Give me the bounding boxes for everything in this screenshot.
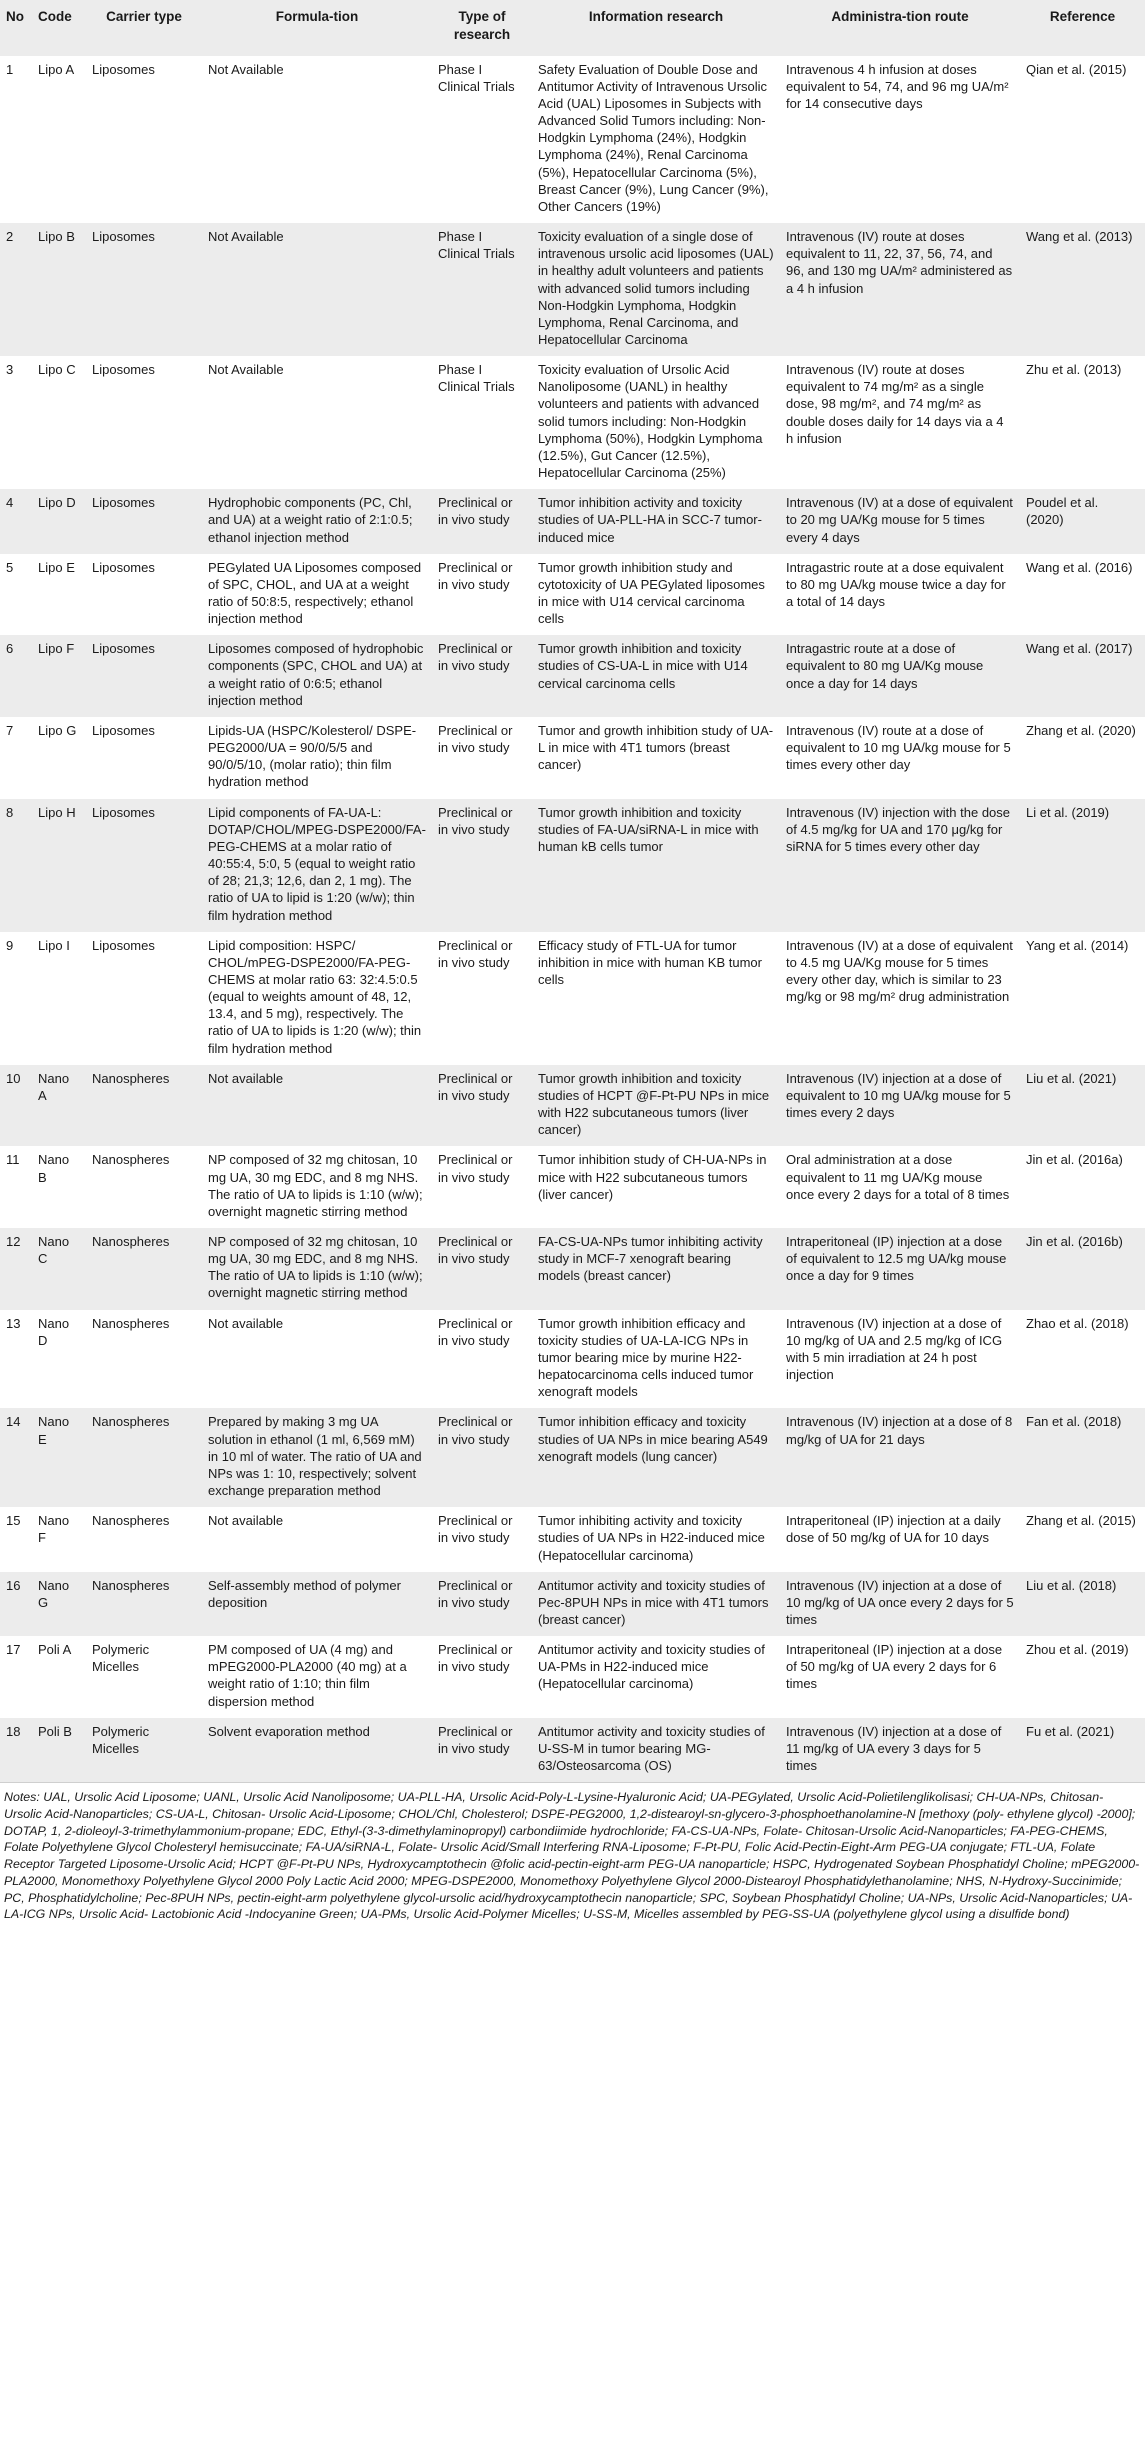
- cell-no: 8: [0, 799, 32, 932]
- cell-reference: Jin et al. (2016b): [1020, 1228, 1145, 1310]
- table-row: [0, 1065, 1145, 1147]
- cell-formulation: Not Available: [208, 362, 284, 378]
- cell-no: 11: [6, 1152, 20, 1168]
- cell-code: Lipo G: [38, 722, 77, 738]
- cell-code: Lipo D: [32, 489, 86, 553]
- cell-code: Poli A: [38, 1642, 72, 1658]
- cell-carrier: Liposomes: [92, 61, 155, 77]
- cell-route: Intragastric route at a dose equivalent to 80 mg UA/kg mouse twice a day for a total of 14 days: [786, 559, 1006, 609]
- cell-info: Antitumor activity and toxicity studies of U-SS-M in tumor bearing MG-63/Osteosarcoma (OS): [532, 1718, 780, 1782]
- cell-reference: Liu et al. (2021): [1020, 1065, 1145, 1147]
- cell-route: Intravenous (IV) route at doses equivalent to 74 mg/m² as a single dose, 98 mg/m², and 74 mg/m² as double doses daily for 14 days via a 4 h infusion: [786, 362, 1004, 446]
- cell-no: 2: [0, 223, 32, 356]
- cell-type: Preclinical or in vivo study: [432, 799, 532, 932]
- cell-info: Tumor growth inhibition study and cytotoxicity of UA PEGylated liposomes in mice with U14 cervical carcinoma cells: [538, 559, 765, 627]
- table-row: [0, 1636, 1145, 1718]
- cell-code: Lipo F: [32, 635, 86, 717]
- cell-route: Intravenous (IV) injection at a dose of 10 mg/kg of UA once every 2 days for 5 times: [780, 1572, 1020, 1636]
- cell-formulation: Not Available: [208, 61, 284, 77]
- table-row: [0, 932, 1145, 1065]
- cell-formulation: Solvent evaporation method: [202, 1718, 432, 1782]
- table-row: [0, 1146, 1145, 1228]
- table-row: [0, 799, 1145, 932]
- table-row: [0, 56, 1145, 223]
- cell-type: Phase I Clinical Trials: [432, 223, 532, 356]
- table-row: [0, 1718, 1145, 1782]
- header-reference: Reference: [1020, 0, 1145, 56]
- table-row: [0, 554, 1145, 636]
- cell-reference: Jin et al. (2016a): [1026, 1152, 1123, 1168]
- cell-no: 18: [0, 1718, 32, 1782]
- cell-reference: Wang et al. (2017): [1020, 635, 1145, 717]
- cell-route: Intraperitoneal (IP) injection at a daily dose of 50 mg/kg of UA for 10 days: [786, 1513, 1001, 1546]
- cell-type: Preclinical or in vivo study: [438, 1642, 513, 1675]
- cell-formulation: Lipid components of FA-UA-L: DOTAP/CHOL/MPEG-DSPE2000/FA-PEG-CHEMS at a molar ratio of 40:55:4, 5:0, 5 (equal to weight ratio of 28; 21,3; 12,6, dan 2, 1 mg). The ratio of UA to lipid is 1:20 (w/w); thin film hydration method: [202, 799, 432, 932]
- cell-no: 12: [0, 1228, 32, 1310]
- cell-formulation: NP composed of 32 mg chitosan, 10 mg UA, 30 mg EDC, and 8 mg NHS. The ratio of UA to lipids is 1:10 (w/w); overnight magnetic stirring method: [202, 1228, 432, 1310]
- cell-carrier: Liposomes: [92, 722, 155, 738]
- cell-carrier: Liposomes: [92, 937, 155, 953]
- header-formulation: Formula-tion: [202, 0, 432, 56]
- table-header: [0, 0, 1145, 56]
- table-row: [0, 1507, 1145, 1571]
- cell-route: Intraperitoneal (IP) injection at a dose of equivalent to 12.5 mg UA/kg mouse once a day for 9 times: [780, 1228, 1020, 1310]
- cell-info: Tumor and growth inhibition study of UA-L in mice with 4T1 tumors (breast cancer): [538, 722, 774, 773]
- cell-info: Tumor growth inhibition and toxicity studies of FA-UA/siRNA-L in mice with human kB cells tumor: [532, 799, 780, 932]
- cell-reference: Wang et al. (2016): [1026, 559, 1133, 575]
- cell-code: Lipo E: [38, 559, 75, 575]
- header-code: Code: [32, 0, 86, 56]
- header-route: Administra-tion route: [780, 0, 1020, 56]
- cell-info: FA-CS-UA-NPs tumor inhibiting activity study in MCF-7 xenograft bearing models (breast cancer): [532, 1228, 780, 1310]
- cell-carrier: Liposomes: [86, 223, 202, 356]
- cell-reference: Fu et al. (2021): [1020, 1718, 1145, 1782]
- cell-carrier: Liposomes: [86, 489, 202, 553]
- cell-route: Intravenous (IV) injection at a dose of equivalent to 10 mg UA/kg mouse for 5 times every 2 days: [780, 1065, 1020, 1147]
- cell-type: Preclinical or in vivo study: [432, 635, 532, 717]
- cell-no: 7: [6, 722, 14, 738]
- table-row: [0, 717, 1145, 799]
- cell-reference: Fan et al. (2018): [1020, 1408, 1145, 1507]
- cell-code: Nano G: [32, 1572, 86, 1636]
- cell-reference: Zhou et al. (2019): [1026, 1642, 1129, 1658]
- cell-carrier: Liposomes: [86, 799, 202, 932]
- cell-code: Poli B: [32, 1718, 86, 1782]
- cell-code: Lipo I: [38, 937, 70, 953]
- cell-info: Tumor inhibition efficacy and toxicity studies of UA NPs in mice bearing A549 xenograft models (lung cancer): [532, 1408, 780, 1507]
- cell-carrier: Nanospheres: [92, 1315, 170, 1331]
- cell-type: Preclinical or in vivo study: [432, 489, 532, 553]
- cell-formulation: PEGylated UA Liposomes composed of SPC, CHOL, and UA at a weight ratio of 50:8:5, respectively; ethanol injection method: [208, 559, 422, 627]
- cell-route: Intravenous (IV) route at a dose of equivalent to 10 mg UA/kg mouse for 5 times every other day: [786, 722, 1011, 773]
- cell-reference: Wang et al. (2013): [1020, 223, 1145, 356]
- header-info: Information research: [532, 0, 780, 56]
- cell-formulation: Not Available: [202, 223, 432, 356]
- table-row: [0, 1310, 1145, 1409]
- header-row: [0, 0, 1145, 56]
- table-row: [0, 223, 1145, 356]
- cell-type: Preclinical or in vivo study: [432, 1228, 532, 1310]
- cell-no: 14: [0, 1408, 32, 1507]
- table-body: [0, 56, 1145, 1783]
- cell-reference: Li et al. (2019): [1020, 799, 1145, 932]
- cell-no: 3: [6, 362, 14, 378]
- cell-no: 10: [0, 1065, 32, 1147]
- cell-reference: Zhu et al. (2013): [1026, 362, 1122, 378]
- cell-carrier: Nanospheres: [86, 1408, 202, 1507]
- cell-formulation: Lipids-UA (HSPC/Kolesterol/ DSPE-PEG2000/UA = 90/0/5/5 and 90/0/5/10, (molar ratio); thin film hydration method: [208, 722, 417, 790]
- table-row: [0, 1572, 1145, 1636]
- cell-type: Preclinical or in vivo study: [438, 937, 513, 970]
- cell-formulation: PM composed of UA (4 mg) and mPEG2000-PLA2000 (40 mg) at a weight ratio of 1:10; thin film dispersion method: [208, 1642, 407, 1709]
- cell-type: Preclinical or in vivo study: [432, 1408, 532, 1507]
- table-row: [0, 635, 1145, 717]
- cell-type: Preclinical or in vivo study: [432, 1065, 532, 1147]
- header-type: Type of research: [432, 0, 532, 56]
- cell-no: 17: [6, 1642, 21, 1658]
- cell-carrier: Liposomes: [86, 635, 202, 717]
- cell-type: Preclinical or in vivo study: [432, 1572, 532, 1636]
- cell-route: Intravenous (IV) injection at a dose of 10 mg/kg of UA and 2.5 mg/kg of ICG with 5 min irradiation at 24 h post injection: [786, 1315, 1003, 1383]
- cell-reference: Zhang et al. (2020): [1026, 722, 1136, 738]
- cell-type: Phase I Clinical Trials: [438, 61, 515, 94]
- cell-code: Nano C: [32, 1228, 86, 1310]
- cell-formulation: Prepared by making 3 mg UA solution in ethanol (1 ml, 6,569 mM) in 10 ml of water. The ratio of UA and NPs was 1: 10, respectively; solvent exchange preparation method: [202, 1408, 432, 1507]
- cell-code: Nano D: [38, 1315, 70, 1348]
- cell-no: 4: [0, 489, 32, 553]
- cell-type: Preclinical or in vivo study: [438, 722, 513, 756]
- cell-route: Intravenous 4 h infusion at doses equivalent to 54, 74, and 96 mg UA/m² for 14 consecutive days: [786, 61, 1009, 111]
- cell-code: Nano E: [32, 1408, 86, 1507]
- cell-reference: Qian et al. (2015): [1026, 61, 1127, 77]
- table-row: [0, 1408, 1145, 1507]
- cell-carrier: Nanospheres: [86, 1572, 202, 1636]
- cell-route: Intravenous (IV) injection at a dose of 8 mg/kg of UA for 21 days: [780, 1408, 1020, 1507]
- cell-route: Intravenous (IV) route at doses equivalent to 11, 22, 37, 56, 74, and 96, and 130 mg UA/m² administered as a 4 h infusion: [780, 223, 1020, 356]
- cell-type: Preclinical or in vivo study: [438, 559, 513, 592]
- table-row: [0, 1228, 1145, 1310]
- cell-info: Tumor inhibition activity and toxicity studies of UA-PLL-HA in SCC-7 tumor-induced mice: [532, 489, 780, 553]
- cell-carrier: Nanospheres: [86, 1065, 202, 1147]
- cell-reference: Yang et al. (2014): [1026, 937, 1129, 953]
- table-notes: Notes: UAL, Ursolic Acid Liposome; UANL, Ursolic Acid Nanoliposome; UA-PLL-HA, Ursolic Acid-Poly-L-Lysine-Hyaluronic Acid; UA-PEGylated, Ursolic Acid-Polietilenglikolisasi; CH-UA-NPs, Chitosan-Ursolic Acid-Nanoparticles; CS-UA-L, Chitosan- Ursolic Acid-Liposome; CHOL/Chl, Cholesterol; DSPE-PEG2000, 1,2-distearoyl-sn-glycero-3-phosphoethanolamine-N [methoxy (poly- ethylene glycol) -2000]; DOTAP, 1, 2-dioleoyl-3-trimethylammonium-propane; EDC, Ethyl-(3-3-dimethylaminopropyl) carbondiimide hydrochloride; FA-CS-UA-NPs, Folate- Chitosan-Ursolic Acid-Nanoparticles; FA-PEG-CHEMS, Folate Polyethylene Glycol Cholesteryl hemisuccinate; FA-UA/siRNA-L, Folate- Ursolic Acid/Small Interfering RNA-Liposome; F-Pt-PU, Folic Acid-Pectin-Eight-Arm PEG-UA conjugate; FTL-UA, Folate Receptor Targeted Liposome-Ursolic Acid; HCPT @F-Pt-PU NPs, Hydroxycamptothecin @folic acid-pectin-eight-arm PEG-UA nanoparticle; HSPC, Hydrogenated Soybean Phosphatidyl Choline; mPEG2000-PLA2000, Monomethoxy Polyethylene Glycol 2000 Poly Lactic Acid 2000; MPEG-DSPE2000, Monomethoxy Polyethylene Glycol 2000-Distearoyl Phosphatidylethanolamine; NHS, N-Hydroxy-Succinimide; PC, Phosphatidylcholine; Pec-8PUH NPs, pectin-eight-arm polyethylene glycol-ursolic acid/hydroxycamptothecin nanoparticle; SPC, Soybean Phosphatidyl Choline; UA-NPs, Ursolic Acid-Nanoparticles; UA-LA-ICG NPs, Ursolic Acid- Lactobionic Acid -Indocyanine Green; UA-PMs, Ursolic Acid-Polymer Micelles; U-SS-M, Micelles assembled by PEG-SS-UA (polyethylene glycol using a disulfide bond): [0, 1782, 1145, 1931]
- cell-carrier: Liposomes: [92, 559, 155, 575]
- cell-formulation: Self-assembly method of polymer deposition: [202, 1572, 432, 1636]
- cell-formulation: NP composed of 32 mg chitosan, 10 mg UA, 30 mg EDC, and 8 mg NHS. The ratio of UA to lipids is 1:10 (w/w); overnight magnetic stirring method: [208, 1152, 423, 1219]
- cell-code: Lipo A: [38, 61, 75, 77]
- cell-type: Phase I Clinical Trials: [438, 362, 515, 395]
- cell-reference: Poudel et al. (2020): [1020, 489, 1145, 553]
- cell-info: Efficacy study of FTL-UA for tumor inhibition in mice with human KB tumor cells: [538, 937, 762, 987]
- cell-info: Tumor growth inhibition and toxicity studies of CS-UA-L in mice with U14 cervical carcinoma cells: [532, 635, 780, 717]
- cell-formulation: Lipid composition: HSPC/ CHOL/mPEG-DSPE2000/FA-PEG-CHEMS at molar ratio 63: 32:4.5:0.5 (equal to weights amount of 48, 12, 13.4, and 5 mg), respectively. The ratio of UA to lipids is 1:20 (w/w); thin film hydration method: [208, 937, 422, 1056]
- cell-route: Intragastric route at a dose of equivalent to 80 mg UA/Kg mouse once a day for 14 days: [780, 635, 1020, 717]
- cell-carrier: Polymeric Micelles: [86, 1718, 202, 1782]
- cell-route: Oral administration at a dose equivalent to 11 mg UA/Kg mouse once every 2 days for a total of 8 times: [786, 1152, 1010, 1202]
- cell-type: Preclinical or in vivo study: [438, 1315, 513, 1348]
- table-row: [0, 489, 1145, 553]
- cell-route: Intravenous (IV) at a dose of equivalent to 20 mg UA/Kg mouse for 5 times every 4 days: [780, 489, 1020, 553]
- cell-type: Preclinical or in vivo study: [432, 1718, 532, 1782]
- cell-carrier: Liposomes: [92, 362, 155, 378]
- cell-code: Lipo H: [32, 799, 86, 932]
- cell-carrier: Nanospheres: [86, 1228, 202, 1310]
- cell-formulation: Not available: [202, 1065, 432, 1147]
- cell-no: 13: [6, 1315, 21, 1331]
- cell-no: 15: [6, 1513, 21, 1529]
- cell-info: Safety Evaluation of Double Dose and Antitumor Activity of Intravenous Ursolic Acid (UAL) Liposomes in Subjects with Advanced Solid Tumors including: Non-Hodgkin Lymphoma (24%), Hodgkin Lymphoma (24%), Renal Carcinoma (5%), Hepatocellular Carcinoma (5%), Breast Cancer (9%), Lung Cancer (9%), Other Cancers (19%): [538, 61, 769, 214]
- cell-info: Tumor inhibition study of CH-UA-NPs in mice with H22 subcutaneous tumors (liver cancer): [538, 1152, 767, 1202]
- table-row: [0, 356, 1145, 489]
- cell-route: Intravenous (IV) at a dose of equivalent to 4.5 mg UA/Kg mouse for 5 times every other day, which is similar to 23 mg/kg or 98 mg/m² drug administration: [786, 937, 1013, 1005]
- cell-formulation: Hydrophobic components (PC, Chl, and UA) at a weight ratio of 2:1:0.5; ethanol injection method: [202, 489, 432, 553]
- cell-carrier: Nanospheres: [92, 1513, 170, 1529]
- cell-info: Toxicity evaluation of a single dose of intravenous ursolic acid liposomes (UAL) in healthy adult volunteers and patients with advanced solid tumors including Non-Hodgkin Lymphoma, Hodgkin Lymphoma, Renal Carcinoma, and Hepatocellular Carcinoma: [532, 223, 780, 356]
- cell-code: Nano A: [32, 1065, 86, 1147]
- cell-formulation: Not available: [208, 1513, 284, 1529]
- cell-route: Intraperitoneal (IP) injection at a dose of 50 mg/kg of UA every 2 days for 6 times: [786, 1642, 1003, 1692]
- cell-route: Intravenous (IV) injection with the dose of 4.5 mg/kg for UA and 170 μg/kg for siRNA for 5 times every other day: [780, 799, 1020, 932]
- cell-no: 16: [0, 1572, 32, 1636]
- header-carrier: Carrier type: [86, 0, 202, 56]
- cell-formulation: Liposomes composed of hydrophobic components (SPC, CHOL and UA) at a weight ratio of 0:6:5; ethanol injection method: [202, 635, 432, 717]
- cell-route: Intravenous (IV) injection at a dose of 11 mg/kg of UA every 3 days for 5 times: [780, 1718, 1020, 1782]
- cell-no: 1: [6, 61, 14, 77]
- cell-code: Lipo B: [32, 223, 86, 356]
- cell-info: Antitumor activity and toxicity studies of Pec-8PUH NPs in mice with 4T1 tumors (breast cancer): [532, 1572, 780, 1636]
- cell-info: Antitumor activity and toxicity studies of UA-PMs in H22-induced mice (Hepatocellular carcinoma): [538, 1642, 765, 1692]
- cell-carrier: Nanospheres: [92, 1152, 170, 1168]
- cell-type: Preclinical or in vivo study: [438, 1513, 513, 1546]
- cell-code: Nano B: [38, 1152, 70, 1185]
- cell-type: Preclinical or in vivo study: [438, 1152, 513, 1185]
- cell-carrier: Polymeric Micelles: [92, 1642, 150, 1675]
- cell-code: Lipo C: [38, 362, 76, 378]
- cell-reference: Zhao et al. (2018): [1026, 1315, 1129, 1331]
- cell-formulation: Not available: [208, 1315, 284, 1331]
- cell-code: Nano F: [38, 1513, 70, 1546]
- header-no: No: [0, 0, 32, 56]
- cell-no: 9: [6, 937, 14, 953]
- cell-info: Tumor growth inhibition efficacy and toxicity studies of UA-LA-ICG NPs in tumor bearing mice by murine H22-hepatocarcinoma cells induced tumor xenograft models: [538, 1315, 754, 1400]
- cell-info: Tumor growth inhibition and toxicity studies of HCPT @F-Pt-PU NPs in mice with H22 subcutaneous tumors (liver cancer): [532, 1065, 780, 1147]
- cell-info: Toxicity evaluation of Ursolic Acid Nanoliposome (UANL) in healthy volunteers and patients with advanced solid tumors including: Non-Hodgkin Lymphoma (50%), Hodgkin Lymphoma (12.5%), Gut Cancer (12.5%), Hepatocellular Carcinoma (25%): [538, 362, 763, 481]
- cell-info: Tumor inhibiting activity and toxicity studies of UA NPs in H22-induced mice (Hepatocellular carcinoma): [538, 1513, 765, 1563]
- cell-reference: Liu et al. (2018): [1020, 1572, 1145, 1636]
- cell-no: 5: [6, 559, 14, 575]
- cell-reference: Zhang et al. (2015): [1026, 1513, 1136, 1529]
- cell-no: 6: [0, 635, 32, 717]
